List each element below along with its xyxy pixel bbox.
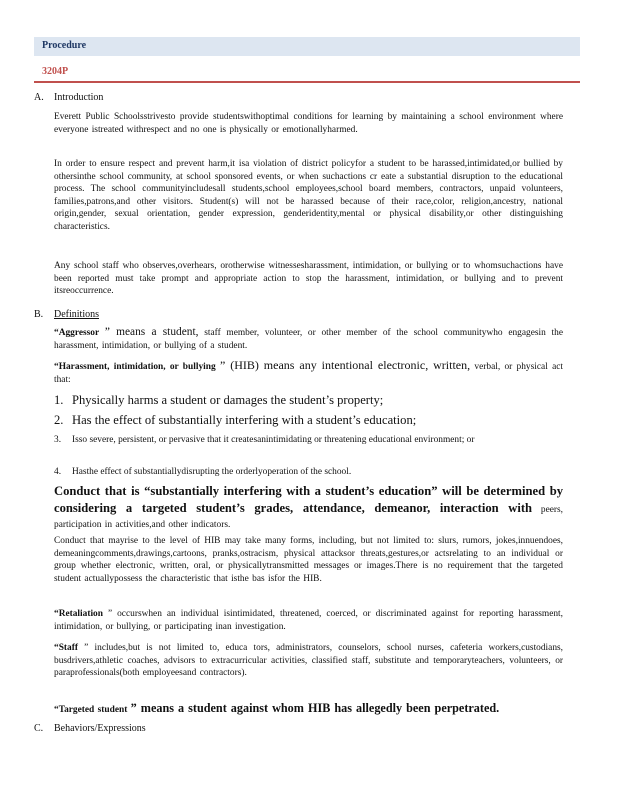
- conduct-forms-paragraph: Conduct that mayrise to the level of HIB may take many forms, including, but not limited to: slurs, rumors, jokes,innuendoes, demeaningcomments,drawings,cartoons, pranks,ostracism, physical attacksor threats,gestures,or actsrelating to an individual or group whether electronic, written, oral, or physicallytransmitted messages or images.There is no requirement that the targeted student actuallypossess the characteristic that isthe bas isfor the HIB.: [54, 536, 563, 584]
- term-targeted-student: “Targeted student: [54, 705, 128, 715]
- targeted-body: ” means a student against whom HIB has allegedly been perpetrated.: [130, 701, 500, 715]
- list-text: Physically harms a student or damages the student’s property;: [72, 393, 384, 407]
- term-aggressor: “Aggressor: [54, 328, 100, 338]
- intro-paragraph-3: Any school staff who observes,overhears, orotherwise witnessesharassment, intimidation, or bullying or to whomsuchactions have been reported must take prompt and appropriate action to stop the harassment, intimidation, or bullying and to prevent itsreoccurrence.: [54, 261, 563, 297]
- section-letter: A.: [34, 92, 44, 103]
- definition-targeted-student: [54, 702, 563, 717]
- term-retaliation: “Retaliation: [54, 609, 103, 619]
- list-text: Hasthe effect of substantiallydisrupting the orderlyoperation of the school.: [72, 467, 352, 477]
- section-b-heading: [34, 309, 99, 320]
- section-title: Introduction: [54, 92, 104, 103]
- procedure-header-bar: [34, 37, 580, 56]
- hib-body: verbal, or physical act that:: [54, 362, 564, 385]
- policy-number: 3204P: [42, 66, 69, 77]
- definition-retaliation: [54, 608, 563, 633]
- section-c-heading: [34, 723, 146, 734]
- list-number: 2.: [54, 413, 64, 427]
- section-title: Behaviors/Expressions: [54, 723, 146, 734]
- conduct-tail: peers, participation in activities,and other indicators.: [54, 505, 563, 530]
- aggressor-lead: ” means a student,: [104, 326, 199, 338]
- definition-hib: [54, 359, 563, 386]
- list-text: Has the effect of substantially interfering with a student’s education;: [72, 413, 417, 427]
- staff-body: ” includes,but is not limited to, educa tors, administrators, counselors, school nurses, cafeteria workers,custodians, busdrivers,athletic coaches, advisors to extracurricular activities, classified staff, substitute and temporaryteachers, volunteers, or paraprofessionals(both employeesand contractors).: [54, 643, 564, 679]
- intro-paragraph-2: In order to ensure respect and prevent harm,it isa violation of district policyfor a student to be harassed,intimidated,or bullied by othersinthe school community, at school sponsored events, or when suchactions cr eate a substantial disruption to the educational process. The school communityincludesall students,school employees,school board members, contractors, unpaid volunteers, families,patrons,and other visitors. Student(s) will not be harassed because of their race,color, religion,ancestry, national origin,gender, sexual orientation, gender expression, genderidentity,mental or physical disability,or other distinguishing characteristics.: [54, 159, 563, 232]
- section-letter: B.: [34, 309, 44, 320]
- section-a-heading: [34, 92, 103, 103]
- conduct-lead: Conduct that is “substantially interfering with a student’s education” will be determined by considering a targeted student’s grades, attendance, demeanor, interaction with: [54, 484, 563, 515]
- definition-aggressor: [54, 326, 563, 352]
- definition-staff: [54, 642, 563, 680]
- conduct-paragraph: [54, 484, 563, 533]
- section-title: Definitions: [54, 309, 99, 320]
- term-staff: “Staff: [54, 643, 78, 653]
- list-number: 1.: [54, 393, 64, 407]
- list-number: 3.: [54, 435, 62, 445]
- hib-lead: ” (HIB) means any intentional electronic, written,: [219, 358, 471, 372]
- procedure-label: Procedure: [42, 40, 87, 51]
- retaliation-body: ” occurswhen an individual isintimidated, threatened, coerced, or discriminated against for reporting harassment, intimidation, or bullying, or participating inan investigation.: [54, 609, 564, 632]
- term-hib: “Harassment, intimidation, or bullying: [54, 362, 216, 372]
- section-letter: C.: [34, 723, 44, 734]
- list-number: 4.: [54, 467, 62, 477]
- intro-paragraph-1: Everett Public Schoolsstrivesto provide studentswithoptimal conditions for learning by maintaining a school environment where everyone istreated withrespect and no one is physically or emotionallyharmed.: [54, 112, 563, 135]
- aggressor-body: staff member, volunteer, or other member of the school communitywho engagesin the harassment, intimidation, or bullying of a student.: [54, 328, 563, 351]
- list-text: Isso severe, persistent, or pervasive that it createsanintimidating or threatening educational environment; or: [72, 435, 475, 445]
- header-divider: [34, 81, 580, 83]
